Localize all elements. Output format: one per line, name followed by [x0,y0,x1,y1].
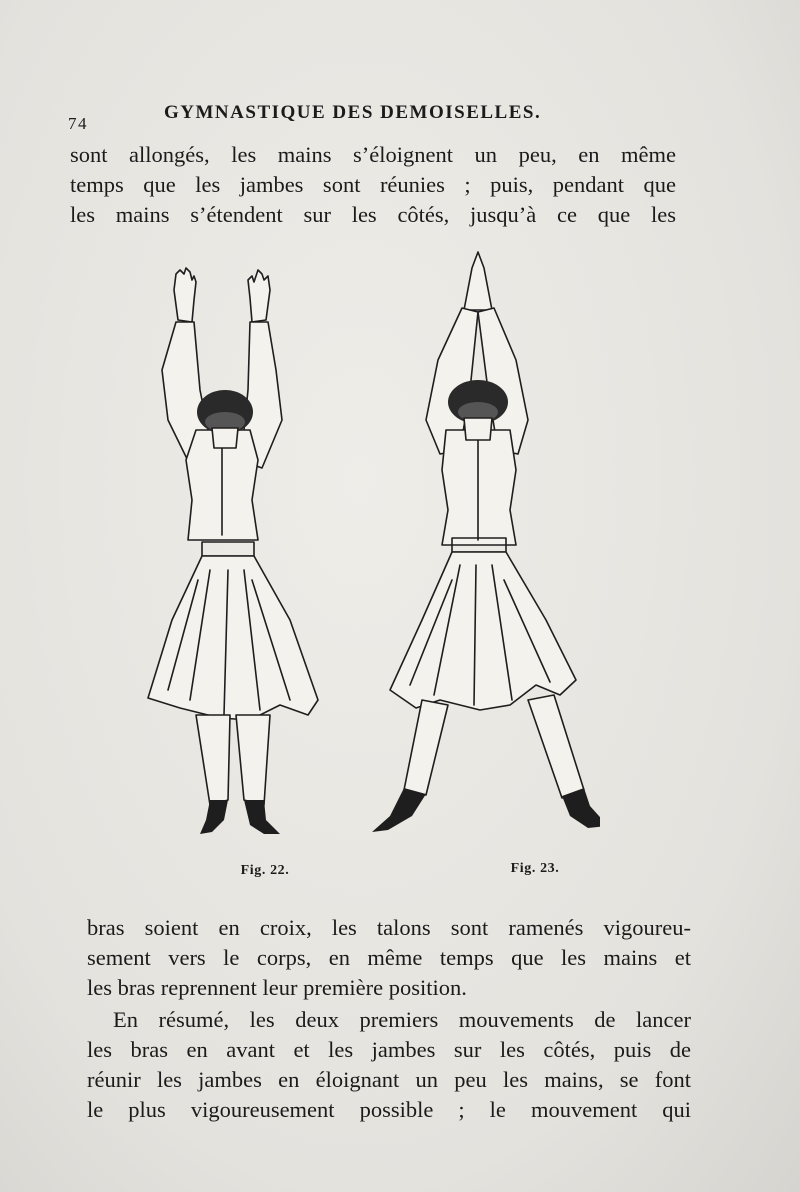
figure-22-illustration [140,260,340,850]
text-line: temps que les jambes sont réunies ; puis, pendant que [70,172,676,197]
running-title: GYMNASTIQUE DES DEMOISELLES. [164,102,542,123]
page-number: 74 [68,114,88,133]
text-line: sement vers le corps, en même temps que les mains et [87,945,691,970]
text-line: les bras reprennent leur première position. [87,975,467,1000]
figure-23-caption: Fig. 23. [510,861,560,876]
page-header [68,100,588,133]
text-line: bras soient en croix, les talons sont ramenés vigoureu- [87,915,691,940]
figure-22-caption: Fig. 22. [240,863,290,878]
text-line: En résumé, les deux premiers mouvements de lancer [113,1007,691,1032]
paragraph-middle [87,913,691,1003]
text-line: le plus vigoureusement possible ; le mouvement qui [87,1097,691,1122]
paragraph-bottom [87,1005,691,1125]
text-line: sont allongés, les mains s’éloignent un peu, en même [70,142,676,167]
text-line: les bras en avant et les jambes sur les côtés, puis de [87,1037,691,1062]
text-line: les mains s’étendent sur les côtés, jusqu’à ce que les [70,202,676,227]
figure-23-illustration [360,250,600,850]
paragraph-top [70,140,676,230]
text-line: réunir les jambes en éloignant un peu les mains, se font [87,1067,691,1092]
